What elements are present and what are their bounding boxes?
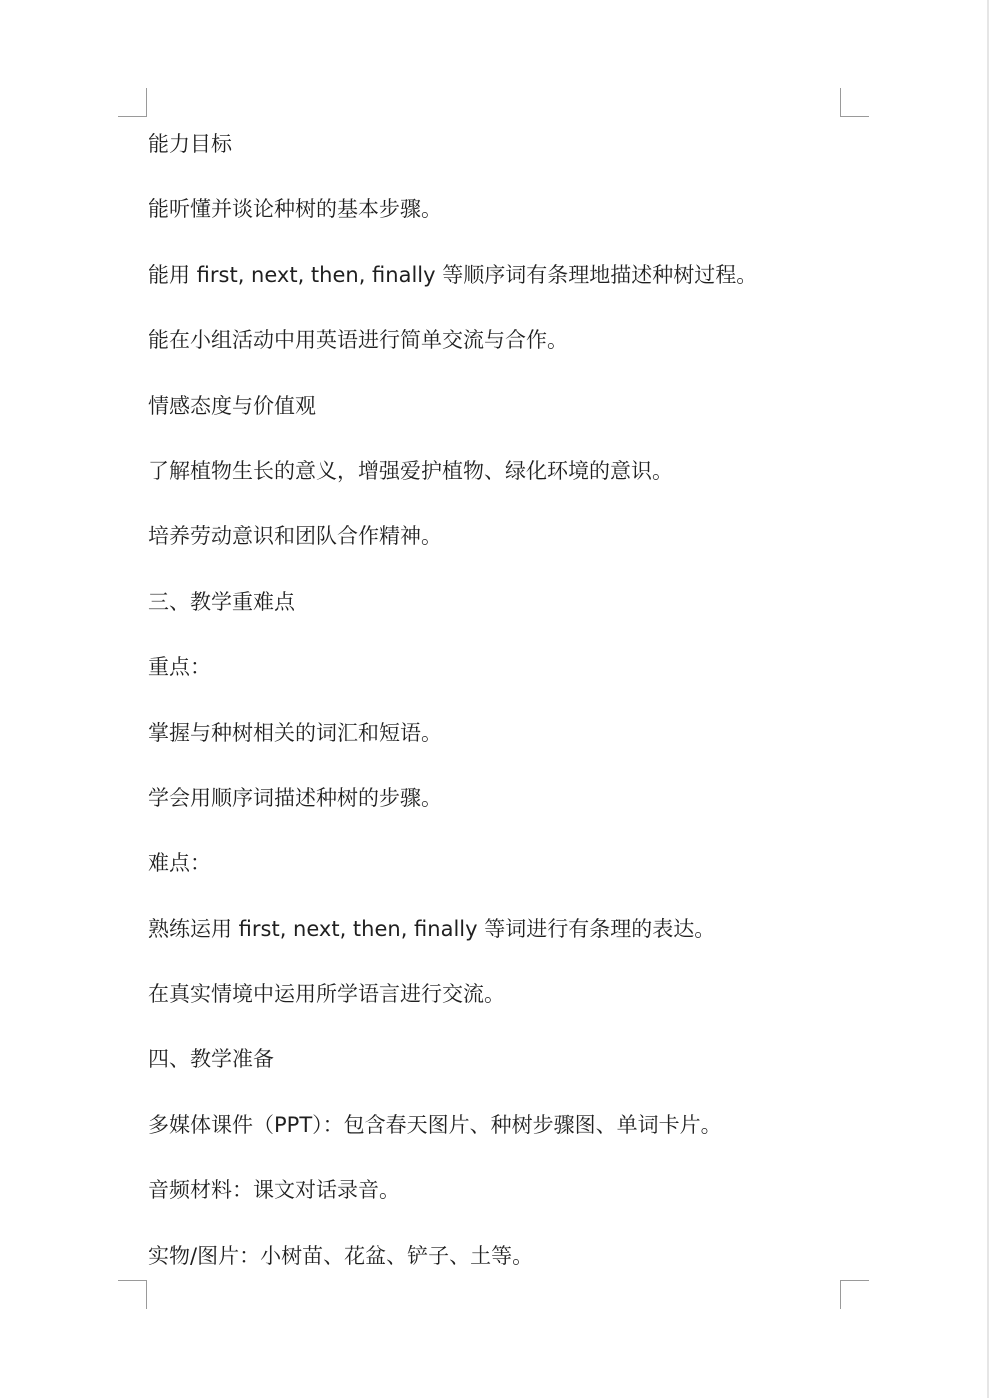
label-difficulty: 难点： (148, 851, 211, 876)
paragraph: 培养劳动意识和团队合作精神。 (148, 524, 442, 549)
paragraph: 熟练运用 first, next, then, finally 等词进行有条理的表达。 (148, 916, 716, 941)
section-heading-key-points: 三、教学重难点 (148, 589, 295, 614)
document-body (148, 128, 838, 1305)
paragraph: 能在小组活动中用英语进行简单交流与合作。 (148, 328, 568, 353)
heading-emotion-values: 情感态度与价值观 (148, 393, 316, 418)
margin-corner-bottom-right (840, 1280, 869, 1309)
section-heading-preparation: 四、教学准备 (148, 1047, 274, 1072)
paragraph: 在真实情境中运用所学语言进行交流。 (148, 982, 505, 1007)
margin-corner-top-right (840, 88, 869, 117)
label-key-point: 重点： (148, 655, 211, 680)
margin-corner-bottom-left (118, 1280, 147, 1309)
paragraph: 能用 first, next, then, finally 等顺序词有条理地描述种树过程。 (148, 262, 758, 287)
paragraph: 掌握与种树相关的词汇和短语。 (148, 720, 442, 745)
paragraph: 学会用顺序词描述种树的步骤。 (148, 785, 442, 810)
paragraph: 实物/图片：小树苗、花盆、铲子、土等。 (148, 1243, 534, 1268)
paragraph: 了解植物生长的意义，增强爱护植物、绿化环境的意识。 (148, 458, 673, 483)
margin-corner-top-left (118, 88, 147, 117)
paragraph: 音频材料：课文对话录音。 (148, 1178, 400, 1203)
heading-ability-goals: 能力目标 (148, 132, 232, 156)
paragraph: 能听懂并谈论种树的基本步骤。 (148, 197, 442, 222)
paragraph: 多媒体课件（PPT）：包含春天图片、种树步骤图、单词卡片。 (148, 1112, 722, 1137)
